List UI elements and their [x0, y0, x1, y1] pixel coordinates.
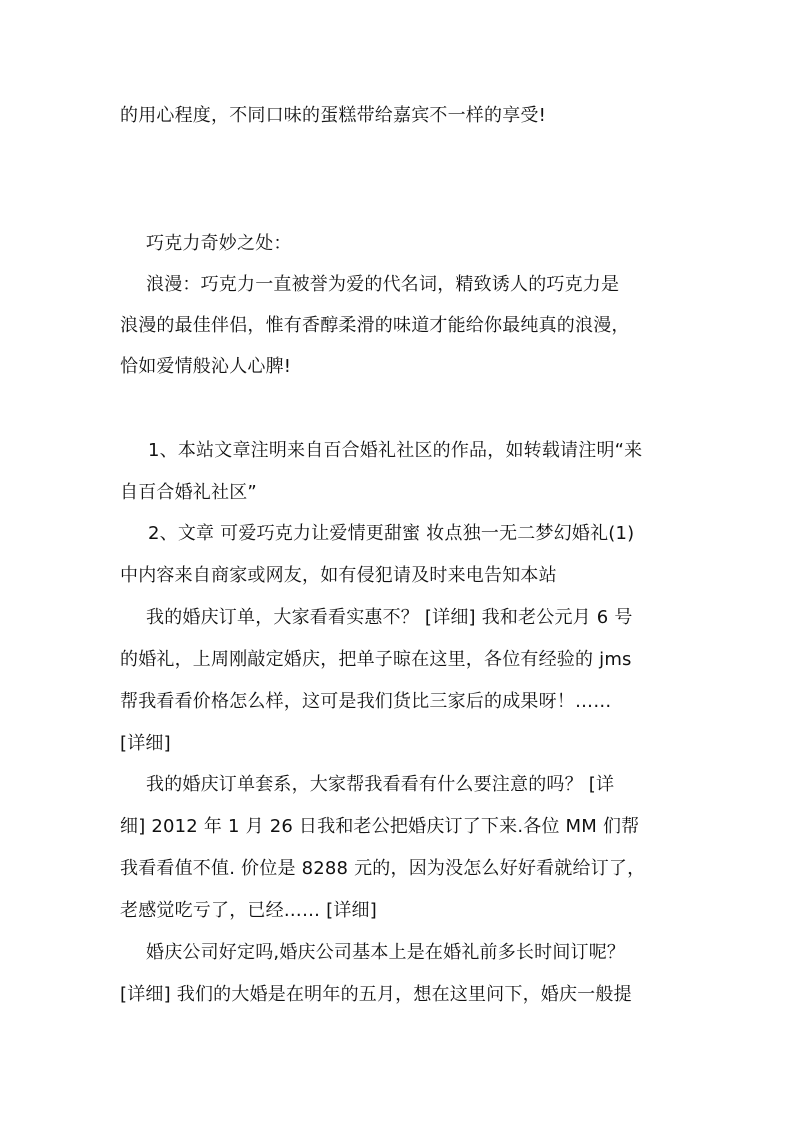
notice-line: 1、本站文章注明来自百合婚礼社区的作品，如转载请注明“来	[148, 440, 643, 461]
text-line: 老感觉吃亏了，已经…… [详细]	[120, 900, 377, 921]
text-line: 帮我看看价格怎么样，这可是我们货比三家后的成果呀！……	[120, 691, 612, 712]
text-line: 细] 2012 年 1 月 26 日我和老公把婚庆订了下来.各位 MM 们帮	[120, 816, 640, 837]
notice-line: 中内容来自商家或网友，如有侵犯请及时来电告知本站	[120, 565, 557, 586]
text-line: 的用心程度，不同口味的蛋糕带给嘉宾不一样的享受!	[120, 105, 547, 126]
text-line: 我的婚庆订单，大家看看实惠不？ [详细] 我和老公元月 6 号	[146, 607, 633, 628]
text-line: 恰如爱情般沁人心脾!	[120, 356, 292, 377]
text-line: 我看看值不值. 价位是 8288 元的，因为没怎么好好看就给订了，	[120, 858, 646, 879]
notice-line: 2、文章 可爱巧克力让爱情更甜蜜 妆点独一无二梦幻婚礼(1)	[148, 523, 635, 544]
text-line: 的婚礼，上周刚敲定婚庆，把单子晾在这里，各位有经验的 jms	[120, 649, 632, 670]
text-line: 浪漫：巧克力一直被誉为爱的代名词，精致诱人的巧克力是	[146, 274, 620, 295]
notice-line: 自百合婚礼社区”	[120, 482, 257, 503]
text-line: [详细] 我们的大婚是在明年的五月，想在这里问下，婚庆一般提	[120, 984, 632, 1005]
section-heading: 巧克力奇妙之处：	[146, 233, 292, 254]
detail-link: [详细]	[120, 733, 171, 754]
text-line: 婚庆公司好定吗,婚庆公司基本上是在婚礼前多长时间订呢？	[146, 942, 626, 963]
text-line: 浪漫的最佳伴侣，惟有香醇柔滑的味道才能给你最纯真的浪漫，	[120, 315, 630, 336]
text-line: 我的婚庆订单套系，大家帮我看看有什么要注意的吗？ [详	[146, 774, 615, 795]
